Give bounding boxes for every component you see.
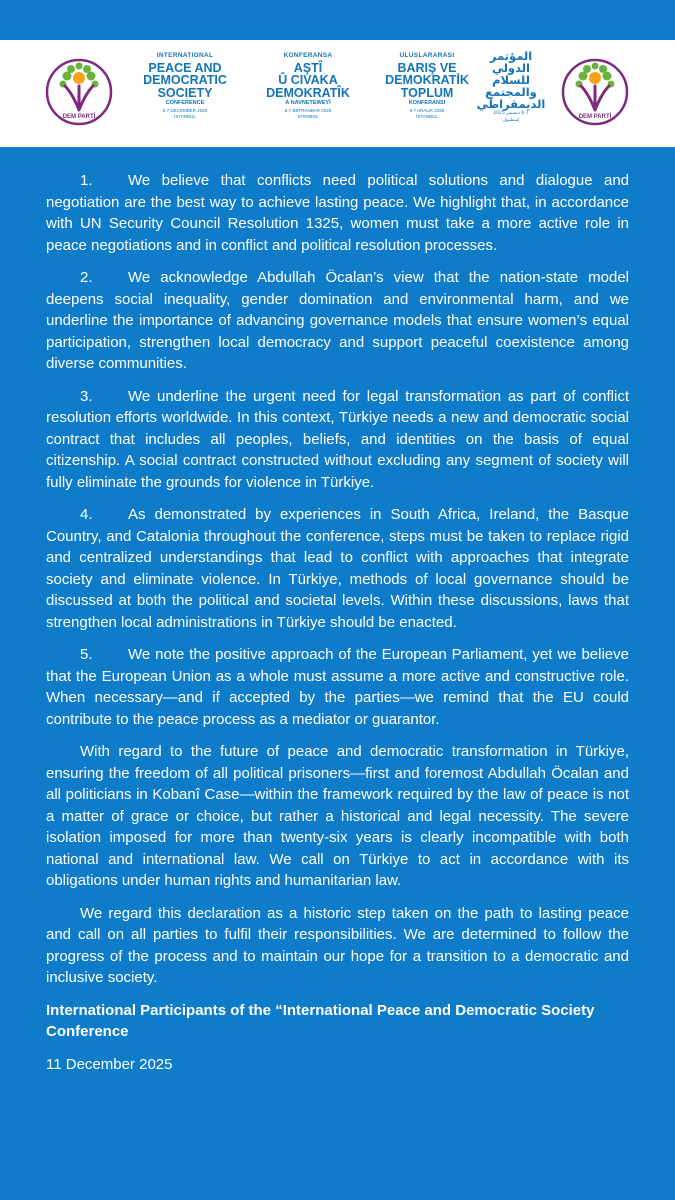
logo-text-right: DEM PARTİ [578, 114, 612, 120]
logo-text-left: DEM PARTİ [62, 114, 96, 120]
conference-title-arabic: المؤتمر الدولي للسلام والمجتمع الديمقراطي 6-7 ديسمبر 2025 إسطنبول [476, 49, 546, 123]
logo-sun-icon [589, 72, 601, 84]
paragraph-political-prisoners: With regard to the future of peace and democratic transformation in Türkiye, ensuring the freedom of all political prisoners—first and foremost Abdullah Öcalan and all politicians in Kobanî Case—within the framework required by the law of peace is not a matter of grace or choice, but rather a historical and legal necessity. The severe isolation imposed for more than twenty-six years is clearly incompatible with both national and international law. We call on Türkiye to act in accordance with its obligations under human rights and humanitarian law. [46, 743, 629, 889]
declaration-body [46, 170, 629, 1075]
logo-sun-icon [73, 72, 85, 84]
conference-title-english: INTERNATIONAL PEACE AND DEMOCRATIC SOCIETY CONFERENCE 6-7 DECEMBER 2025 İSTANBUL [143, 52, 227, 119]
declaration-item-3: 3. We underline the urgent need for legal transformation as part of conflict resolution efforts worldwide. In this context, Türkiye needs a new and democratic social contract that includes all peoples, beliefs, and identities on the basis of equal citizenship. A social contract constructed without excluding any segment of society will fully eliminate the grounds for violence in Türkiye. [46, 387, 629, 491]
declaration-item-4: 4. As demonstrated by experiences in South Africa, Ireland, the Basque Country, and Catalonia throughout the conference, steps must be taken to replace rigid and centralized understandings that lead to conflict with approaches that integrate society and eliminate violence. In Türkiye, methods of local governance should be discussed at both the political and societal levels. Within these discussions, laws that strengthen local administrations in Türkiye should be enacted. [46, 506, 629, 631]
declaration-item-2: 2. We acknowledge Abdullah Öcalan’s view that the nation-state model deepens social inequality, gender domination and environmental harm, and we underline the importance of advancing governance models that ensure women’s equal participation, strengthen local democracy and support peaceful coexistence among diverse communities. [46, 269, 629, 372]
declaration-item-5: 5. We note the positive approach of the European Parliament, yet we believe that the European Union as a whole must assume a more active and constructive role. When necessary—and if accepted by the parties—we remind that the EU could contribute to the peace process as a mediator or guarantor. [46, 646, 629, 728]
declaration-date: 11 December 2025 [46, 1055, 173, 1073]
conference-header-banner [0, 40, 675, 147]
top-margin [0, 0, 675, 40]
conference-title-kurdish: KONFERANSA AŞTÎ Û CIVAKA DEMOKRATÎK A NAVNETEWEYÎ 6-7 BEFRANBAR 2025 STENBOL [266, 52, 350, 119]
dem-parti-logo-right [561, 58, 629, 126]
paragraph-closing: We regard this declaration as a historic step taken on the path to lasting peace and call on all parties to fulfil their responsibilities. We are determined to follow the progress of the process and to maintain our hope for a transition to a democratic and inclusive society. [46, 904, 629, 986]
dem-parti-logo-left [45, 58, 113, 126]
conference-title-turkish: ULUSLARARASI BARIŞ VE DEMOKRATİK TOPLUM KONFERANSI 6-7 ARALIK 2025 İSTANBUL [385, 52, 469, 119]
signature: International Participants of the “International Peace and Democratic Society Conference [46, 1001, 595, 1040]
declaration-item-1: 1. We believe that conflicts need political solutions and dialogue and negotiation are the best way to achieve lasting peace. We highlight that, in accordance with UN Security Council Resolution 1325, women must take a more active role in peace negotiations and in conflict and political resolution processes. [46, 172, 629, 254]
